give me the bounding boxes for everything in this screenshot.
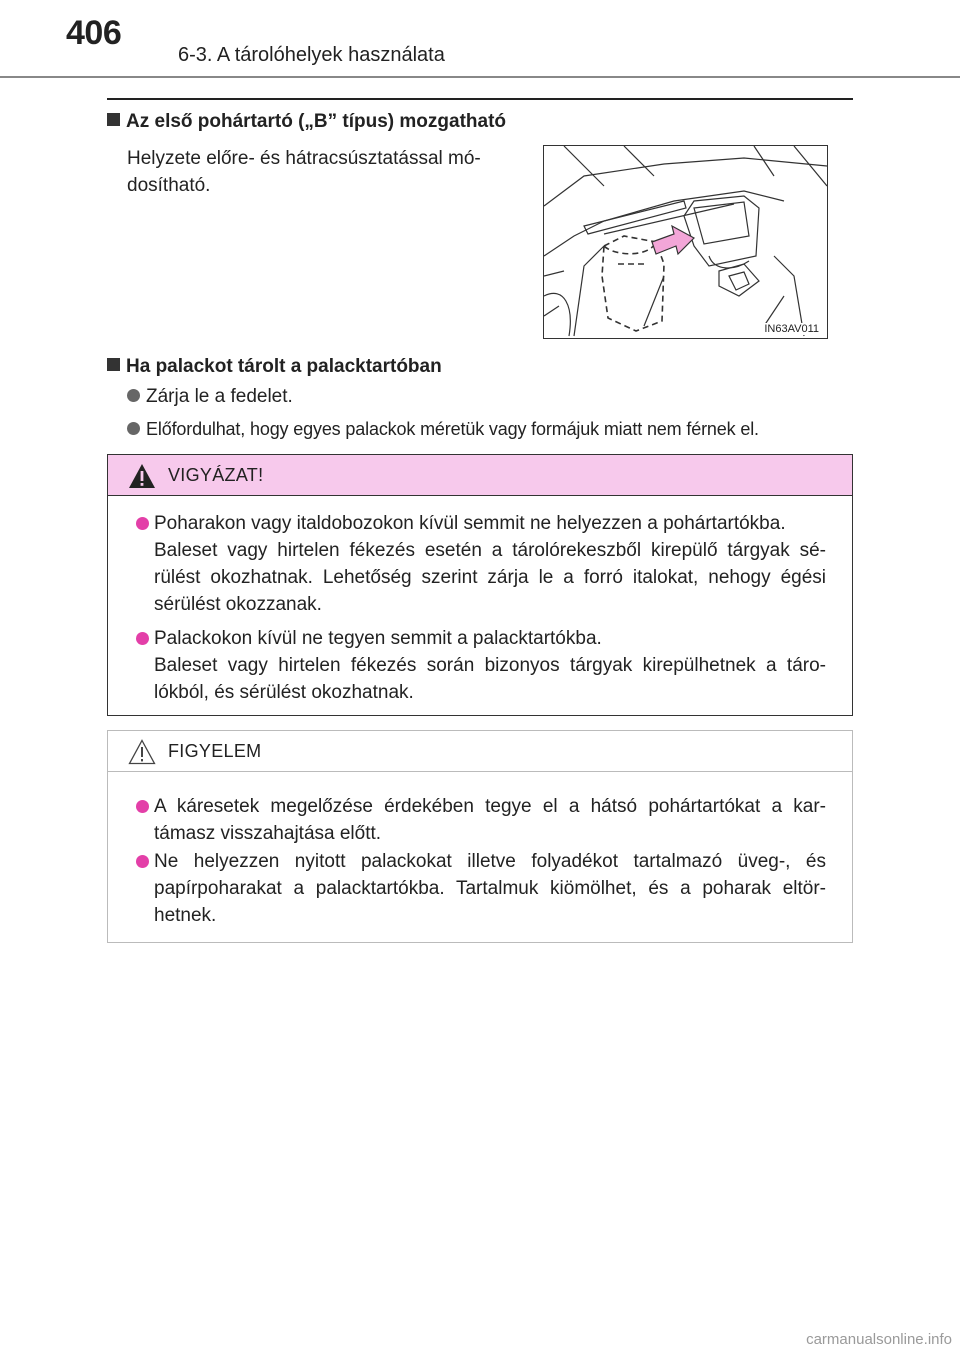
watermark: carmanualsonline.info xyxy=(806,1331,952,1348)
notice-line: A káresetek megelőzése érdekében tegye el a hátsó pohártartókat a kar- xyxy=(154,796,826,817)
page-number: 406 xyxy=(66,14,122,52)
caution-label: VIGYÁZAT! xyxy=(168,465,264,485)
pink-bullet-icon xyxy=(136,632,149,645)
section-divider xyxy=(107,98,853,100)
section-heading-cupholder xyxy=(107,111,506,133)
cupholder-illustration xyxy=(543,145,828,339)
notice-header xyxy=(108,731,852,772)
notice-line: támasz visszahajtása előtt. xyxy=(154,823,382,844)
notice-line: hetnek. xyxy=(154,905,217,926)
notice-triangle-icon xyxy=(128,739,156,765)
pink-bullet-icon xyxy=(136,800,149,813)
paragraph-line: dosítható. xyxy=(127,175,211,196)
caution-line: lókból, és sérülést okozhatnak. xyxy=(154,682,414,703)
caution-line: Palackokon kívül ne tegyen semmit a palacktartókba. xyxy=(154,628,602,649)
caution-line: Baleset vagy hirtelen fékezés során bizonyos tárgyak kirepülhetnek a táro- xyxy=(154,655,826,676)
warning-triangle-icon xyxy=(128,463,156,489)
caution-line: Poharakon vagy italdobozokon kívül semmit ne helyezzen a pohártartókba. xyxy=(154,513,786,534)
bullet-item xyxy=(127,416,759,443)
page-header xyxy=(0,0,960,80)
figure-code: IN63AV011 xyxy=(764,323,819,335)
caution-item xyxy=(136,625,826,706)
caution-item xyxy=(136,510,826,618)
caution-line: sérülést okozzanak. xyxy=(154,594,322,615)
bullet-dot-icon xyxy=(127,389,140,402)
notice-line: papírpoharakat a palacktartókba. Tartalmuk kiömölhet, és a poharak eltör- xyxy=(154,878,826,899)
caution-line: rülést okozhatnak. Lehetőség szerint zárja le a forró italokat, nehogy égési xyxy=(154,567,826,588)
section-heading-bottles xyxy=(107,356,442,378)
section-heading-text: Ha palackot tárolt a palacktartóban xyxy=(126,356,442,377)
header-divider xyxy=(0,76,960,78)
caution-box xyxy=(107,454,853,716)
pink-bullet-icon xyxy=(136,517,149,530)
section1-paragraph xyxy=(127,145,527,199)
section-heading-text: Az első pohártartó („B” típus) mozgatható xyxy=(126,111,506,132)
notice-box xyxy=(107,730,853,943)
pink-bullet-icon xyxy=(136,855,149,868)
paragraph-line: Helyzete előre- és hátracsúsztatással mó- xyxy=(127,148,481,169)
bullet-dot-icon xyxy=(127,422,140,435)
caution-line: Baleset vagy hirtelen fékezés esetén a tárolórekeszből kirepülő tárgyak sé- xyxy=(154,540,826,561)
notice-line: Ne helyezzen nyitott palackokat illetve folyadékot tartalmazó üveg-, és xyxy=(154,851,826,872)
bullet-text: Zárja le a fedelet. xyxy=(146,386,293,407)
cupholder-drawing xyxy=(544,146,827,338)
square-bullet-icon xyxy=(107,113,120,126)
notice-item xyxy=(136,793,826,847)
notice-label: FIGYELEM xyxy=(168,741,262,761)
notice-item xyxy=(136,848,826,929)
bullet-text: Előfordulhat, hogy egyes palackok méretük vagy formájuk miatt nem férnek el. xyxy=(146,419,759,439)
bullet-item xyxy=(127,383,293,410)
chapter-title: 6-3. A tárolóhelyek használata xyxy=(178,44,445,66)
square-bullet-icon xyxy=(107,358,120,371)
caution-header xyxy=(108,455,852,496)
